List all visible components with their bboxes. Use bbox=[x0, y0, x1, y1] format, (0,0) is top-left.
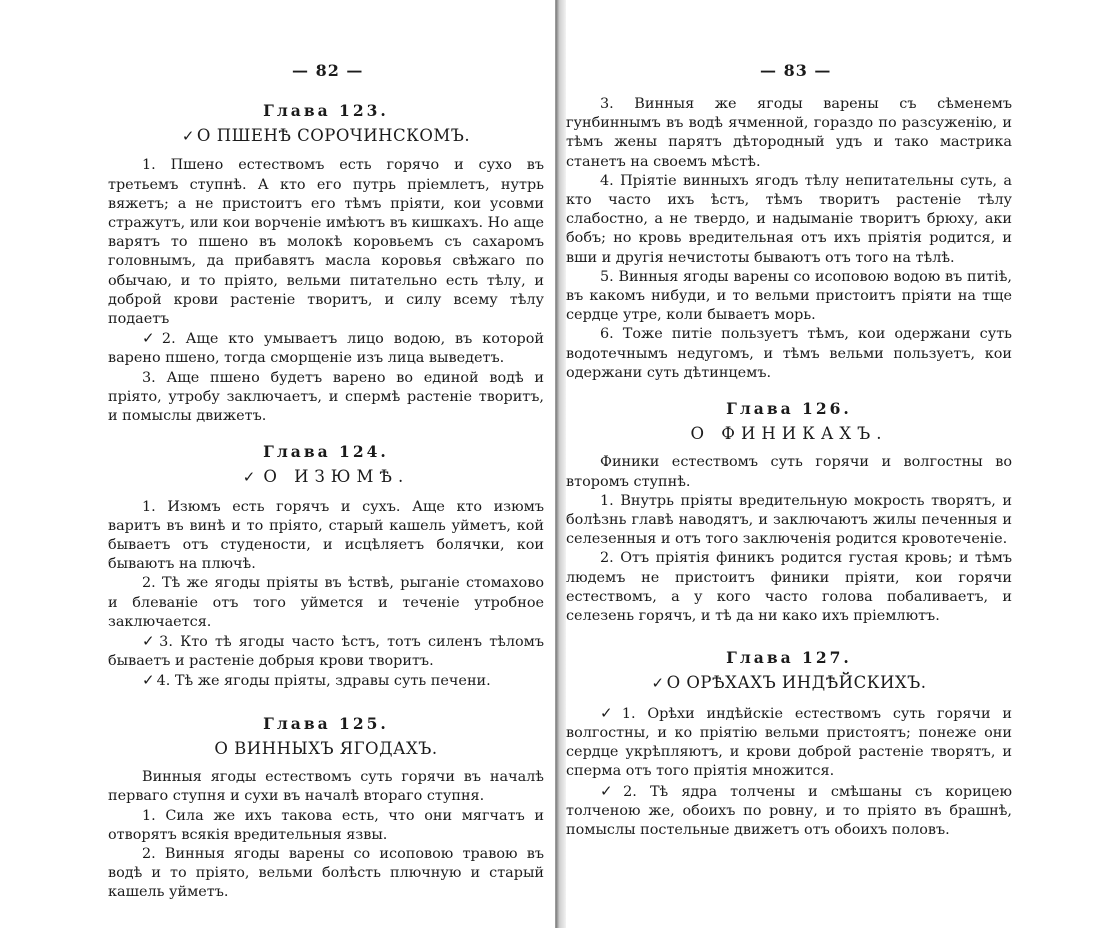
checkmark-icon: ✓ bbox=[142, 329, 160, 348]
chapter-124-heading: Глава 124. bbox=[263, 442, 389, 462]
chapter-123-title: ✓ О ПШЕНѢ СОРОЧИНСКОМЪ. bbox=[181, 126, 471, 146]
chapter-125-heading: Глава 125. bbox=[263, 713, 389, 733]
book-gutter bbox=[556, 0, 566, 928]
paragraph: 3. Винныя же ягоды варены съ сѣменемъ гунбиннымъ въ водѣ ячменной, гораздо по разсуженію, и тѣмъ жены парятъ дѣторoдный удъ и тако мастрика станетъ на своемъ мѣстѣ. bbox=[566, 96, 1012, 170]
paragraph: Финики естествомъ суть горячи и волгостны во второмъ ступнѣ. bbox=[566, 454, 1012, 490]
paragraph: 1. Внутрь пріяты вредительную мокрость творятъ, и болѣзнь главѣ наводятъ, и заключаютъ жилы печенныя и селезенныя и отъ того заключенія родится кровотеченіе. bbox=[566, 492, 1012, 548]
paragraph: 1. Пшено естествомъ есть горячо и сухо въ третьемъ ступнѣ. А кто его путрь пріемлетъ, нутрь вяжетъ; а не пристоитъ его тѣмъ пріяти, кои усовми стражутъ, или кои ворченіе имѣютъ въ кишкахъ. Но аще варятъ то пшено въ молокѣ коровьемъ съ сахаромъ головнымъ, да прибавятъ масла коровья свѣжаго по обычаю, и то пріято, вельми питательно есть тѣлу, и доброй крови растеніе творитъ, и силу всему тѣлу подаетъ bbox=[108, 157, 544, 328]
paragraph: 2. Тѣ же ягоды пріяты въ ѣствѣ, рыганіе стомахово и блеваніе отъ того уймется и теченіе утробное заключается. bbox=[108, 575, 544, 630]
chapter-123-heading: Глава 123. bbox=[263, 101, 389, 120]
paragraph: ✓ 3. Кто тѣ ягоды часто ѣстъ, тотъ силенъ тѣломъ бываетъ и растеніе добрыя крови творитъ. bbox=[108, 632, 545, 670]
right-page-text bbox=[566, 95, 1012, 840]
paragraph: 5. Винныя ягоды варены со исоповою водою въ питіѣ, въ какомъ нибуди, и то вельми пристоитъ пріяти на тще сердце утре, коли бываетъ морь. bbox=[566, 268, 1012, 324]
page-number-left: — 82 — bbox=[292, 61, 364, 80]
chapter-126-title: О ФИНИКАХЪ. bbox=[690, 424, 888, 444]
checkmark-icon: ✓ bbox=[142, 671, 155, 690]
paragraph: 2. Отъ пріятія финикъ родится густая кровь; и тѣмъ людемъ не пристоитъ финики пріяти, кои горячи естествомъ, а у кого часто голова побаливаетъ, и селезень горячъ, и тѣ да ни како ихъ пріемлютъ. bbox=[566, 550, 1012, 625]
paragraph: 2. Винныя ягоды варены со исоповою травою въ водѣ и то пріято, вельми болѣсть плючную и старый кашель уйметъ. bbox=[108, 845, 544, 901]
paragraph: ✓ 1. Орѣхи индѣйскіе естествомъ суть горячи и волгостны, и ко пріятію вельми пристоятъ; понеже они сердце укрѣпляютъ, и крови доброй растеніе творятъ, и сперма отъ того пріятія множится. bbox=[566, 703, 1012, 780]
paragraph: ✓ 2. Аще кто умываетъ лицо водою, въ которой варено пшено, тогда сморщеніе изъ лица выведетъ. bbox=[108, 329, 544, 367]
chapter-127-heading: Глава 127. bbox=[726, 648, 852, 668]
chapter-125-title: О ВИННЫХЪ ЯГОДАХЪ. bbox=[214, 738, 438, 758]
paragraph: 3. Аще пшено будетъ варено во единой водѣ и пріято, утробу заключаетъ, и спермѣ растеніе творитъ, и помыслы движетъ. bbox=[108, 369, 544, 425]
paragraph: 6. Тоже питіе пользуетъ тѣмъ, кои одержани суть водотечнымъ недугомъ, и тѣмъ вельми пользуетъ, кои одержани суть дѣтинцемъ. bbox=[566, 326, 1012, 381]
chapter-126-heading: Глава 126. bbox=[726, 399, 852, 419]
checkmark-icon: ✓ bbox=[600, 703, 620, 722]
chapter-127-title: ✓ О ОРѢХАХЪ ИНДѢЙСКИХЪ. bbox=[651, 673, 927, 693]
paragraph: ✓ 4. Тѣ же ягоды пріяты, здравы суть печени. bbox=[142, 671, 491, 690]
checkmark-icon: ✓ bbox=[142, 632, 158, 651]
left-page-text bbox=[108, 99, 544, 903]
paragraph: 1. Сила же ихъ такова есть, что они мягчатъ и отворятъ всякія вредительныя язвы. bbox=[108, 807, 544, 843]
checkmark-icon: ✓ bbox=[181, 127, 195, 146]
paragraph: Винныя ягоды естествомъ суть горячи въ началѣ перваго ступня и сухи въ началѣ втораго ступня. bbox=[108, 769, 544, 805]
right-page bbox=[556, 0, 1100, 928]
paragraph: 4. Пріятіе винныхъ ягодъ тѣлу непитательны суть, а кто часто ихъ ѣстъ, тѣмъ творитъ растеніе тѣлу слабостно, а не твердо, и надыманіе творитъ брюху, аки бобъ; но кровь вредительная отъ ихъ пріятія родится, и вши и другія нечистоты бываютъ отъ того на тѣлѣ. bbox=[566, 172, 1012, 266]
checkmark-icon: ✓ bbox=[600, 781, 622, 800]
chapter-124-title: ✓ О ИЗЮМѢ. bbox=[242, 467, 410, 487]
page-number-right: — 83 — bbox=[760, 61, 832, 80]
paragraph: 1. Изюмъ есть горячъ и сухъ. Аще кто изюмъ варитъ въ винѣ и то пріято, старый кашель уйметъ, кой бываетъ отъ студености, и исцѣляетъ болячки, кои бываютъ на плючѣ. bbox=[108, 498, 544, 573]
checkmark-icon: ✓ bbox=[651, 674, 665, 693]
paragraph: ✓ 2. Тѣ ядра толчены и смѣшаны съ корицею толченою же, обоихъ по ровну, и то пріято въ брашнѣ, помыслы постельные движетъ отъ обоихъ половъ. bbox=[566, 781, 1012, 838]
checkmark-icon: ✓ bbox=[242, 468, 262, 487]
